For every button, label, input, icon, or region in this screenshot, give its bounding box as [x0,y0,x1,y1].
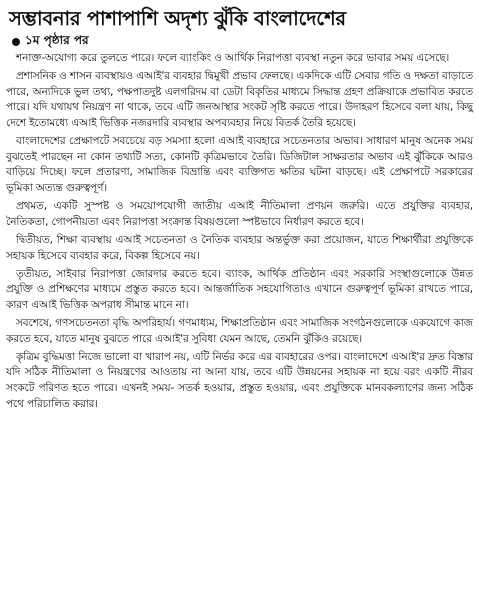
article-paragraph: দ্বিতীয়ত, শিক্ষা ব্যবস্থায় এআই সচেতনতা ও নৈতিক ব্যবহার অন্তর্ভুক্ত করা প্রয়োজন, যাতে শিক্ষার্থীরা প্রযুক্তিকে সহায়ক হিসেবে ব্যবহার করে, বিকল্প হিসেবে নয়। [6,233,473,262]
continued-label-text: ১ম পৃষ্ঠার পর [25,32,89,47]
article-paragraph: প্রথমত, একটি সুস্পষ্ট ও সময়োপযোগী জাতীয় এআই নীতিমালা প্রণয়ন জরুরি। এতে প্রযুক্তির ব্যবহার, নৈতিকতা, গোপনীয়তা এবং নিরাপত্তা সংক্রান্ত বিষয়গুলো স্পষ্টভাবে নির্ধারণ করতে হবে। [6,200,473,228]
continued-from-page-label [6,34,473,49]
article-paragraph: কৃত্রিম বুদ্ধিমত্তা নিজে ভালো বা খারাপ নয়, এটি নির্ভর করে এর ব্যবহারের ওপর। বাংলাদেশে এআই'র দ্রুত বিস্তার যদি সঠিক নীতিমালা ও নিয়ন্ত্রণের আওতায় না আনা যায়, তবে এটি উন্নয়নের সহায়ক না হয়ে বরং একটি নীরব সংকটে পরিণত হতে পারে। এখনই সময়- সতর্ক হওয়ার, প্রস্তুত হওয়ার, এবং প্রযুক্তিকে মানবকল্যাণের জন্য সঠিক পথে পরিচালিত করার। [6,350,473,410]
article-paragraph: সবশেষে, গণসচেতনতা বৃদ্ধি অপরিহার্য। গণমাধ্যম, শিক্ষাপ্রতিষ্ঠান এবং সামাজিক সংগঠনগুলোকে একযোগে কাজ করতে হবে, যাতে মানুষ বুঝতে পারে এআই'র সুবিধা যেমন আছে, তেমনি ঝুঁকিও রয়েছে। [6,317,473,345]
article-headline: সম্ভাবনার পাশাপাশি অদৃশ্য ঝুঁকি বাংলাদেশের [9,7,346,30]
article-paragraph: শনাক্ত-অযোগ্য করে তুলতে পারে। ফলে ব্যাংকিং ও আর্থিক নিরাপত্তা ব্যবস্থা নতুন করে ভাবার সময় এসেছে। [16,52,450,64]
article-paragraph: তৃতীয়ত, সাইবার নিরাপত্তা জোরদার করতে হবে। ব্যাংক, আর্থিক প্রতিষ্ঠান এবং সরকারি সংস্থাগুলোকে উন্নত প্রযুক্তি ও প্রশিক্ষণের মাধ্যমে প্রস্তুত করতে হবে। আন্তর্জাতিক সহযোগিতাও এখানে গুরুত্বপূর্ণ ভূমিকা রাখতে পারে, কারণ এআই ভিত্তিক অপরাধ সীমান্ত মানে না। [6,267,473,311]
article-paragraph: বাংলাদেশের প্রেক্ষাপটে সবচেয়ে বড় সমস্যা হলো এআই ব্যবহারে সচেতনতার অভাব। সাধারণ মানুষ অনেক সময় বুঝতেই পারছেন না কোন তথ্যটি সত্য, কোনটি কৃত্রিমভাবে তৈরি। ডিজিটাল সাক্ষরতার অভাব এই ঝুঁকিকে আরও বাড়িয়ে দিচ্ছে। ফলে প্রতারণা, সামাজিক বিভ্রান্তি এবং ব্যক্তিগত ক্ষতির ঘটনা বাড়ছে। এই প্রেক্ষাপটে সরকারের ভূমিকা অত্যন্ত গুরুত্বপূর্ণ। [6,135,473,194]
article-body [6,51,473,412]
article-paragraph: প্রশাসনিক ও শাসন ব্যবস্থায়ও এআই'র ব্যবহার দ্বিমুখী প্রভাব ফেলছে। একদিকে এটি সেবার গতি ও দক্ষতা বাড়াতে পারে, অন্যদিকে ভুল তথ্য, পক্ষপাতদুষ্ট এলগরিদম বা ডেটা বিকৃতির মাধ্যমে সিদ্ধান্ত গ্রহণ প্রক্রিয়াকে প্রভাবিত করতে পারে। যদি যথাযথ নিয়ন্ত্রণ না থাকে, তবে এটি জনআস্থার সংকট সৃষ্টি করতে পারে। উদাহরণ হিসেবে বলা যায়, কিছু দেশে ইতোমধ্যে এআই ভিত্তিক নজরদারি ব্যবস্থার অপব্যবহার নিয়ে বিতর্ক তৈরি হয়েছে। [6,70,473,129]
bullet-icon [12,38,20,46]
